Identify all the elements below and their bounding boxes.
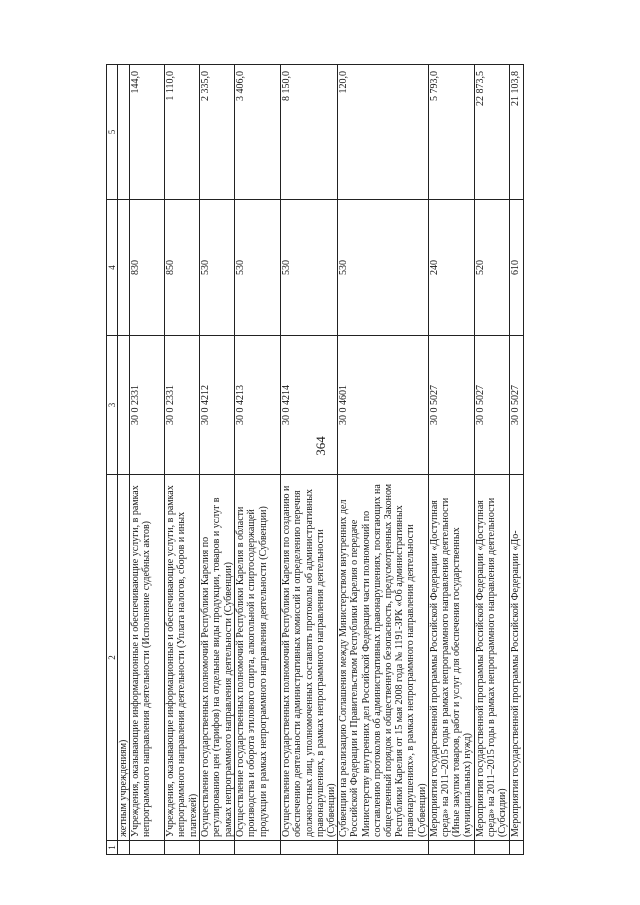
row-code: 30 0 5027 [509, 336, 523, 475]
row-description: Мероприятия государственной программы Российской Федерации «Доступная среда» на 2011–2015 годы в рамках непрограммного направления деятельности (Субсидии) [474, 475, 509, 841]
row-code: 30 0 4601 [338, 336, 429, 475]
row-code: 30 0 4212 [200, 336, 235, 475]
row-code: 30 0 4214 [281, 336, 338, 475]
table-row [509, 65, 523, 855]
row-code: 30 0 4213 [235, 336, 281, 475]
header-col-5: 5 [107, 65, 118, 200]
row-vr: 530 [235, 200, 281, 336]
row-vr: 530 [338, 200, 429, 336]
row-amount: 5 793,0 [428, 65, 474, 200]
row-vr: 850 [165, 200, 200, 336]
row-amount: 3 406,0 [235, 65, 281, 200]
header-col-2: 2 [107, 475, 118, 841]
row-code: 30 0 5027 [428, 336, 474, 475]
row-description: Осуществление государственных полномочий Республики Карелия по регулированию цен (тарифов) на отдельные виды продукции, товаров и услуг в рамках непрограммного направления деятельности (Субвенции) [200, 475, 235, 841]
rotated-page [106, 65, 524, 855]
row-vr: 530 [281, 200, 338, 336]
row-amount: 21 103,8 [509, 65, 523, 200]
row-description: Субвенции на реализацию Соглашения между Министерством внутренних дел Российской Федерации и Правительством Республики Карелия о передаче Министерству внутренних дел Российской Федерации части полномочий по составлению протоколов об административных правонарушениях, посягающих на общественный порядок и общественную безопасность, предусмотренных Законом Республики Карелия от 15 мая 2008 года № 1191-ЗРК «Об административных правонарушениях», в рамках непрограммного направления деятельности (Субвенции) [338, 475, 429, 841]
row-vr: 610 [509, 200, 523, 336]
budget-table [106, 64, 524, 855]
continuation-text: жетным учреждениям) [118, 475, 130, 841]
row-description: Осуществление государственных полномочий Республики Карелия в области производства и оборота этилового спирта, алкогольной и спиртосодержащей продукции в рамках непрограммного направления деятельности (Субвенции) [235, 475, 281, 841]
row-amount: 22 873,5 [474, 65, 509, 200]
header-col-1: 1 [107, 841, 118, 855]
row-description: Осуществление государственных полномочий Республики Карелия по созданию и обеспечению деятельности административных комиссий и определению перечня должностных лиц, уполномоченных составлять протоколы об административных правонарушениях, в рамках непрограммного направления деятельности (Субвенции) [281, 475, 338, 841]
row-amount: 144,0 [130, 65, 165, 200]
row-amount: 8 150,0 [281, 65, 338, 200]
table-row [165, 65, 200, 855]
page-number: 364 [313, 436, 328, 456]
table-row [428, 65, 474, 855]
table-row [235, 65, 281, 855]
header-row [107, 65, 118, 855]
row-amount: 120,0 [338, 65, 429, 200]
row-description: Учреждения, оказывающие информационные и обеспечивающие услуги, в рамках непрограммного направления деятельности (Уплата налогов, сборов и иных платежей) [165, 475, 200, 841]
table-row [281, 65, 338, 855]
row-code: 30 0 5027 [474, 336, 509, 475]
header-col-4: 4 [107, 200, 118, 336]
row-code: 30 0 2331 [130, 336, 165, 475]
row-description: Мероприятия государственной программы Российской Федерации «Доступная среда» на 2011–2015 годы в рамках непрограммного направления деятельности (Иные закупки товаров, работ и услуг для обеспечения государственных (муниципальных) нужд) [428, 475, 474, 841]
row-code: 30 0 2331 [165, 336, 200, 475]
row-vr: 530 [200, 200, 235, 336]
row-amount: 1 110,0 [165, 65, 200, 200]
table-row [130, 65, 165, 855]
header-col-3: 3 [107, 336, 118, 475]
table-row [338, 65, 429, 855]
continuation-row [118, 65, 130, 855]
table-row [474, 65, 509, 855]
row-vr: 830 [130, 200, 165, 336]
row-vr: 240 [428, 200, 474, 336]
table-row [200, 65, 235, 855]
row-description: Учреждения, оказывающие информационные и обеспечивающие услуги, в рамках непрограммного направления деятельности (Исполнение судебных актов) [130, 475, 165, 841]
row-amount: 2 335,0 [200, 65, 235, 200]
row-vr: 520 [474, 200, 509, 336]
row-description: Мероприятия государственной программы Российской Федерации «До- [509, 475, 523, 841]
